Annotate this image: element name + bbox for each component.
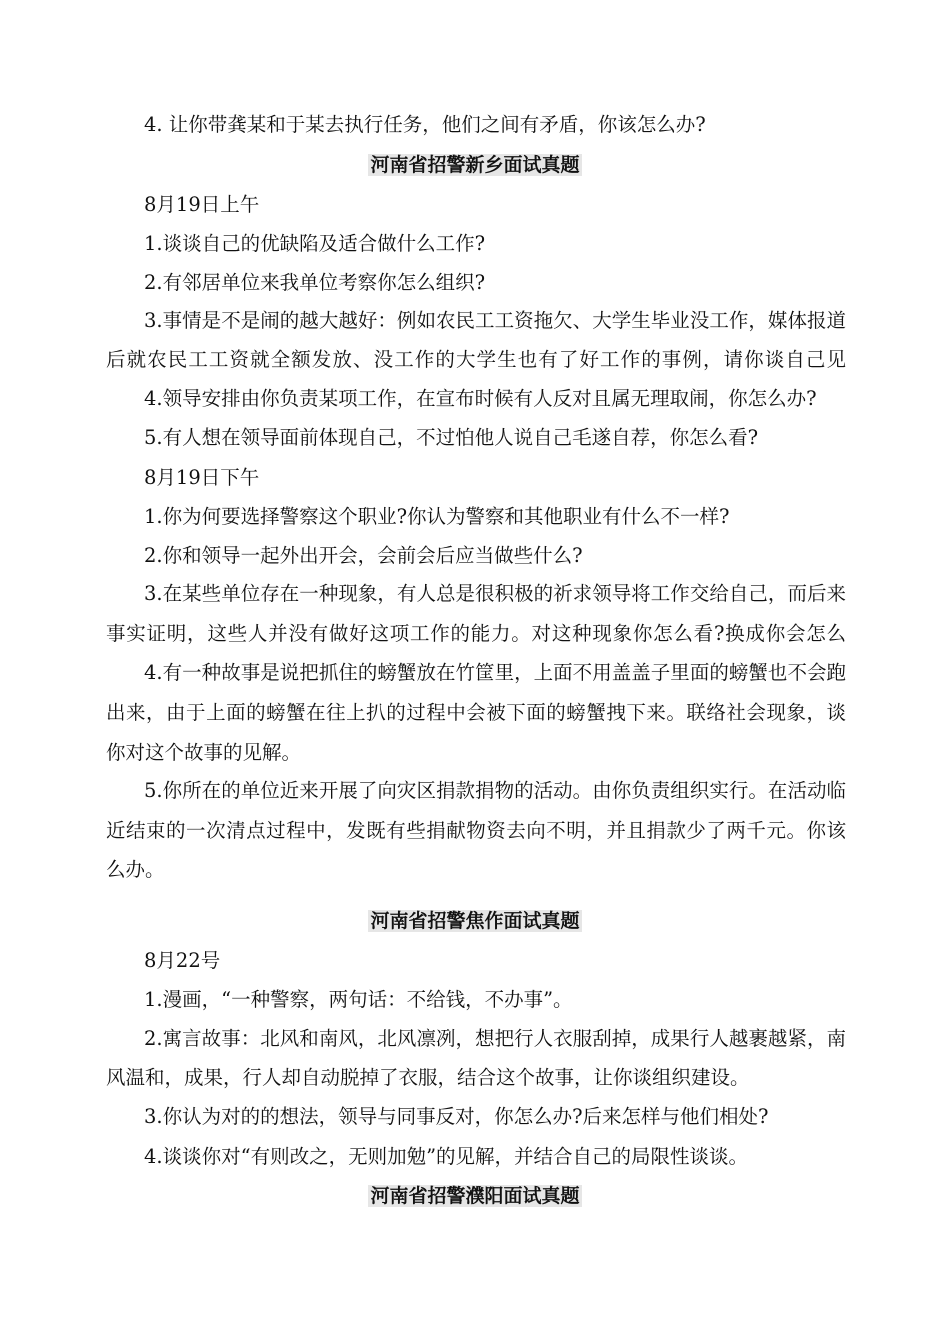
heading-text: 河南省招警焦作面试真题	[370, 910, 580, 932]
question-line: 1.谈谈自己的优缺陷及适合做什么工作?	[144, 232, 486, 255]
heading-text: 河南省招警濮阳面试真题	[370, 1185, 580, 1207]
question-line-continued: 出来，由于上面的螃蟹在往上扒的过程中会被下面的螃蟹拽下来。联络社会现象，谈	[106, 701, 846, 724]
question-line-continued: 么办。	[106, 858, 165, 881]
question-line: 4. 让你带龚某和于某去执行任务，他们之间有矛盾，你该怎么办?	[144, 113, 706, 136]
question-line-continued: 后就农民工工资就全额发放、没工作的大学生也有了好工作的事例，请你谈自己见	[106, 348, 846, 371]
heading-text: 河南省招警新乡面试真题	[370, 154, 580, 176]
question-line: 1.你为何要选择警察这个职业?你认为警察和其他职业有什么不一样?	[144, 505, 730, 528]
question-line: 4.领导安排由你负责某项工作，在宣布时候有人反对且属无理取闹，你怎么办?	[144, 387, 817, 410]
question-line: 2.寓言故事：北风和南风，北风凛冽，想把行人衣服刮掉，成果行人越裹越紧，南	[144, 1027, 846, 1050]
question-line-continued: 事实证明，这些人并没有做好这项工作的能力。对这种现象你怎么看?换成你会怎么	[106, 622, 846, 645]
session-date: 8月19日上午	[144, 193, 260, 216]
question-line: 4.有一种故事是说把抓住的螃蟹放在竹筐里，上面不用盖盖子里面的螃蟹也不会跑	[144, 661, 846, 684]
question-line: 3.你认为对的的想法，领导与同事反对，你怎么办?后来怎样与他们相处?	[144, 1105, 769, 1128]
section-heading-xinxiang	[0, 152, 950, 178]
question-line: 1.漫画，“一种警察，两句话：不给钱，不办事”。	[144, 988, 573, 1011]
question-line: 2.你和领导一起外出开会，会前会后应当做些什么?	[144, 544, 583, 567]
question-line-continued: 你对这个故事的见解。	[106, 741, 302, 764]
question-line: 4.谈谈你对“有则改之，无则加勉”的见解，并结合自己的局限性谈谈。	[144, 1145, 749, 1168]
question-line: 5.你所在的单位近来开展了向灾区捐款捐物的活动。由你负责组织实行。在活动临	[144, 779, 846, 802]
question-line-continued: 近结束的一次清点过程中，发既有些捐献物资去向不明，并且捐款少了两千元。你该	[106, 819, 846, 842]
section-heading-jiaozuo	[0, 908, 950, 934]
question-line: 5.有人想在领导面前体现自己，不过怕他人说自己毛遂自荐，你怎么看?	[144, 426, 759, 449]
session-date: 8月19日下午	[144, 466, 260, 489]
question-line-continued: 风温和，成果，行人却自动脱掉了衣服，结合这个故事，让你谈组织建设。	[106, 1066, 750, 1089]
question-line: 2.有邻居单位来我单位考察你怎么组织?	[144, 271, 486, 294]
question-line: 3.在某些单位存在一种现象，有人总是很积极的祈求领导将工作交给自己，而后来	[144, 582, 846, 605]
question-line: 3.事情是不是闹的越大越好：例如农民工工资拖欠、大学生毕业没工作，媒体报道	[144, 309, 846, 332]
section-heading-puyang	[0, 1183, 950, 1209]
session-date: 8月22号	[144, 949, 221, 972]
